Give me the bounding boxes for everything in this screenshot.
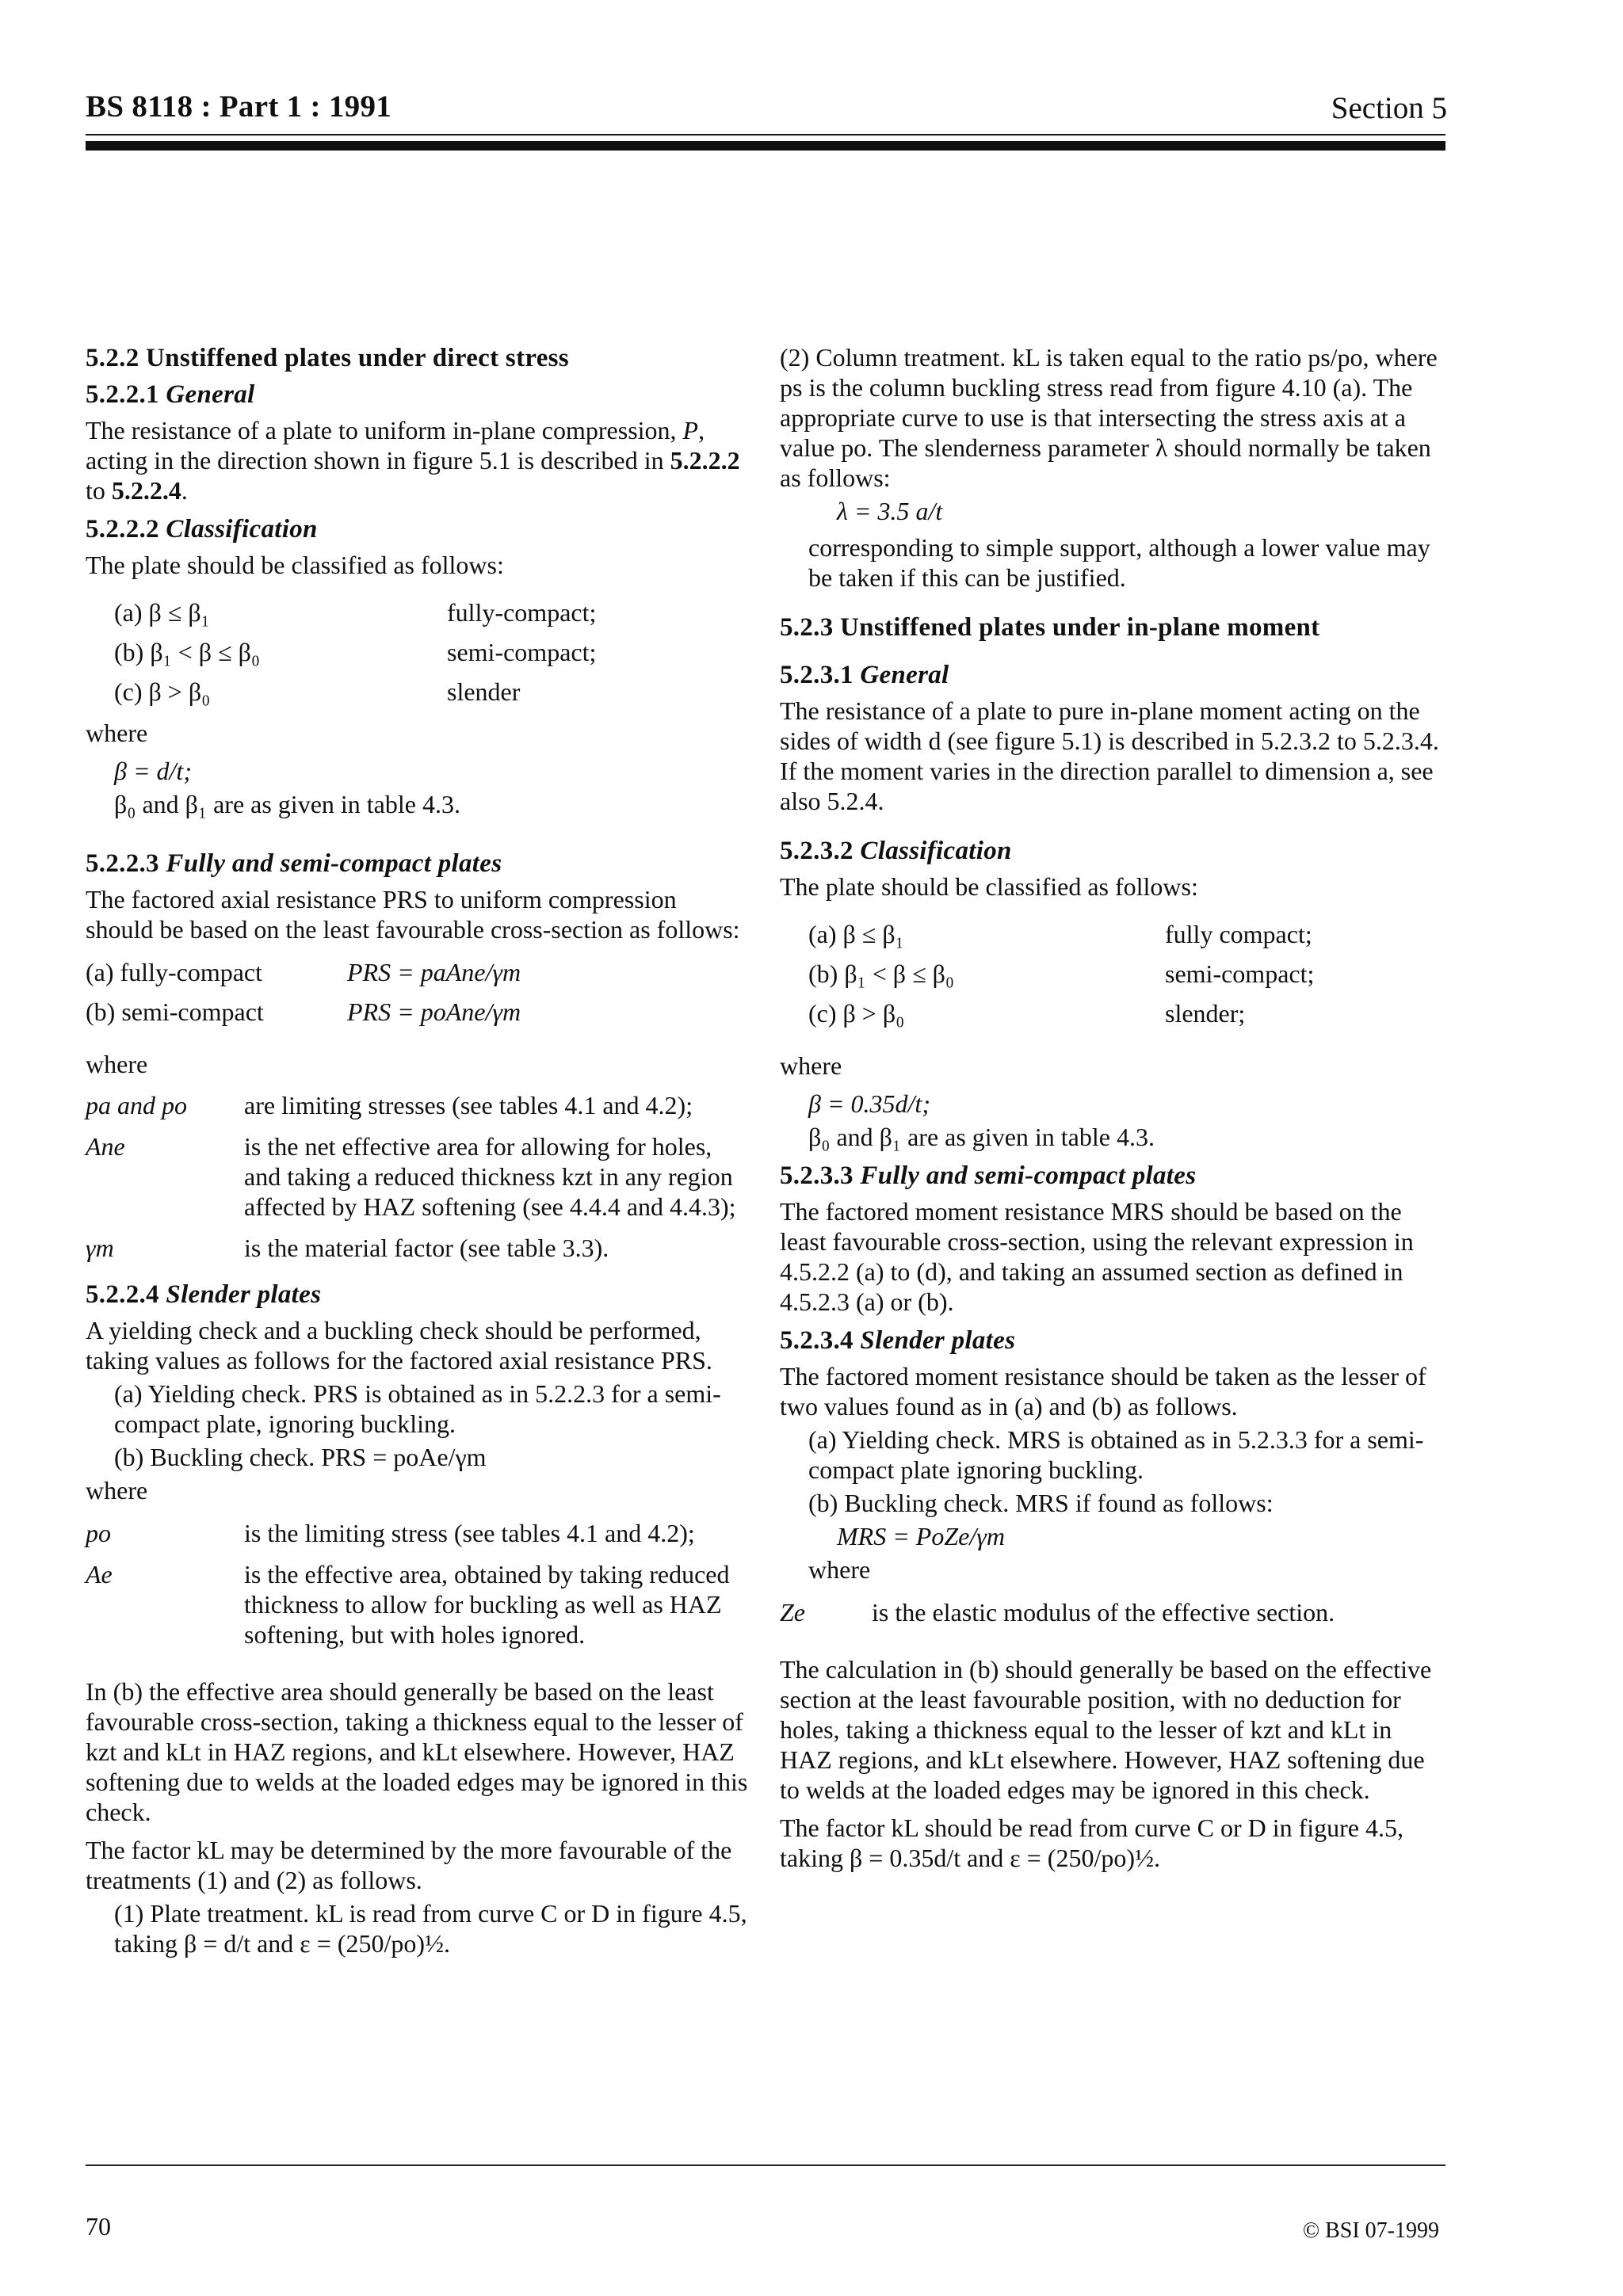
symbol-P: P <box>682 416 699 444</box>
table-row <box>86 992 521 1032</box>
paragraph-5-2-3-1: The resistance of a plate to pure in-plane moment acting on the sides of width d (see figure 5.1) is described in 5.2.3.2 to 5.2.3.4. If the moment varies in the direction parallel to dimension a, see also 5.2.4. <box>780 696 1439 815</box>
heading-number: 5.2.2.3 <box>86 849 159 878</box>
heading-5-2-2-4 <box>86 1279 748 1310</box>
class-label: slender <box>447 677 521 706</box>
section-label: Section 5 <box>1331 91 1447 125</box>
paragraph-factor-kl: The factor kL should be read from curve C or D in figure 4.5, taking β = 0.35d/t and ε = (250/po)½. <box>780 1814 1403 1872</box>
header-rule <box>86 141 1445 151</box>
class-label: fully-compact; <box>447 598 597 627</box>
table-row <box>86 1128 748 1230</box>
class-label: slender; <box>1165 999 1246 1028</box>
classification-table-right <box>780 914 1314 1033</box>
beta-given: β₀ and β₁ are as given in table 4.3. <box>808 1123 1155 1151</box>
case-label: (a) fully-compact <box>86 958 262 986</box>
standard-reference: BS 8118 : Part 1 : 1991 <box>86 90 392 124</box>
definition: is the net effective area for allowing for holes, and taking a reduced thickness kzt in any region affected by HAZ softening (see 4.4.4 and 4.4.3); <box>244 1132 736 1221</box>
table-row <box>780 994 1314 1033</box>
text: . <box>181 476 188 505</box>
paragraph-factor-kl: The factor kL may be determined by the more favourable of the treatments (1) and (2) as follows. <box>86 1836 732 1894</box>
condition: (c) β > β₀ <box>114 677 211 706</box>
paragraph-effective-area: In (b) the effective area should generally be based on the least favourable cross-section, taking a thickness equal to the lesser of kzt and kLt in HAZ regions, and kLt elsewhere. However, HAZ softening due to welds at the loaded edges may be ignored in this check. <box>86 1677 748 1826</box>
symbol: Ze <box>780 1598 805 1627</box>
heading-title: Classification <box>166 515 318 543</box>
symbol: pa and po <box>86 1091 187 1119</box>
text: to <box>86 476 112 505</box>
lambda-equation: λ = 3.5 a/t <box>837 497 943 525</box>
yielding-check: (a) Yielding check. PRS is obtained as in 5.2.2.3 for a semi-compact plate, ignoring buckling. <box>114 1379 721 1438</box>
paragraph-5-2-3-2: The plate should be classified as follows: <box>780 872 1198 901</box>
formula: PRS = paAne/γm <box>347 958 521 986</box>
table-row <box>86 952 521 992</box>
case-label: (b) semi-compact <box>86 997 264 1026</box>
definitions-table-2 <box>86 1515 748 1657</box>
paragraph-5-2-2-4: A yielding check and a buckling check should be performed, taking values as follows for the factored axial resistance PRS. <box>86 1316 712 1375</box>
symbol: γm <box>86 1234 114 1262</box>
heading-5-2-2-3 <box>86 848 748 879</box>
clause-ref: 5.2.2.4 <box>111 476 181 505</box>
heading-title: Classification <box>860 837 1012 865</box>
paragraph-5-2-2-1 <box>86 415 748 505</box>
text: , acting in the direction shown in figure 5.1 is described in <box>86 416 705 475</box>
definitions-table-1 <box>86 1087 748 1271</box>
heading-number: 5.2.2.4 <box>86 1280 159 1309</box>
heading-5-2-3-3 <box>780 1160 1445 1192</box>
heading-title: General <box>166 380 255 409</box>
condition: (a) β ≤ β₁ <box>114 598 210 627</box>
class-label: semi-compact; <box>1165 959 1315 988</box>
paragraph-5-2-2-2: The plate should be classified as follows: <box>86 551 504 579</box>
heading-5-2-3-2 <box>780 835 1445 867</box>
plate-treatment: (1) Plate treatment. kL is read from curve C or D in figure 4.5, taking β = d/t and ε = (250/po)½. <box>114 1899 747 1958</box>
text: The resistance of a plate to uniform in-plane compression, <box>86 416 683 444</box>
left-column <box>86 342 748 1966</box>
table-row <box>780 1594 1335 1635</box>
definitions-table-ze <box>780 1594 1335 1635</box>
condition: (a) β ≤ β₁ <box>808 920 904 948</box>
table-row <box>780 954 1314 994</box>
heading-number: 5.2.2.2 <box>86 515 159 543</box>
buckling-check: (b) Buckling check. PRS = poAe/γm <box>114 1443 487 1471</box>
heading-title: Fully and semi-compact plates <box>860 1161 1197 1190</box>
page-number: 70 <box>86 2212 111 2241</box>
buckling-check: (b) Buckling check. MRS if found as follows: <box>808 1489 1274 1517</box>
beta-given: β₀ and β₁ are as given in table 4.3. <box>114 790 460 818</box>
condition: (b) β₁ < β ≤ β₀ <box>114 638 261 666</box>
definition: is the material factor (see table 3.3). <box>244 1234 609 1262</box>
table-row <box>86 632 596 672</box>
condition: (c) β > β₀ <box>808 999 905 1028</box>
heading-5-2-2: 5.2.2 Unstiffened plates under direct stress <box>86 344 569 372</box>
table-row <box>86 593 596 632</box>
symbol: po <box>86 1519 111 1547</box>
simple-support-note: corresponding to simple support, although a lower value may be taken if this can be justified. <box>808 533 1430 592</box>
heading-number: 5.2.3.1 <box>780 661 854 689</box>
clause-ref: 5.2.2.2 <box>670 446 740 475</box>
heading-number: 5.2.3.4 <box>780 1326 854 1355</box>
table-row <box>86 1230 748 1271</box>
table-row <box>86 1087 748 1128</box>
column-treatment: (2) Column treatment. kL is taken equal to the ratio ps/po, where ps is the column buckling stress read from figure 4.10 (a). The appropriate curve to use is that intersecting the stress axis at a value po. The slenderness parameter λ should normally be taken as follows: <box>780 343 1438 492</box>
condition: (b) β₁ < β ≤ β₀ <box>808 959 955 988</box>
footer-rule <box>86 2164 1445 2166</box>
where-label: where <box>780 1051 842 1080</box>
header-rule-thin <box>86 134 1445 135</box>
where-label: where <box>808 1555 871 1584</box>
beta-definition: β = 0.35d/t; <box>808 1089 930 1118</box>
table-row <box>780 914 1314 954</box>
where-label: where <box>86 1050 148 1078</box>
heading-5-2-2-2 <box>86 513 748 545</box>
definition: are limiting stresses (see tables 4.1 and 4.2); <box>244 1091 693 1119</box>
heading-5-2-3: 5.2.3 Unstiffened plates under in-plane moment <box>780 613 1320 642</box>
where-label: where <box>86 719 148 747</box>
table-row <box>86 1556 748 1657</box>
heading-title: Slender plates <box>166 1280 322 1309</box>
heading-title: General <box>860 661 949 689</box>
table-row <box>86 1515 748 1556</box>
paragraph-calculation: The calculation in (b) should generally be based on the effective section at the least favourable position, with no deduction for holes, taking a thickness equal to the lesser of kzt and kLt in HAZ regions, and kLt elsewhere. However, HAZ softening due to welds at the loaded edges may be ignored in this check. <box>780 1655 1432 1804</box>
definition: is the effective area, obtained by taking reduced thickness to allow for buckling as well as HAZ softening, but with holes ignored. <box>244 1560 730 1649</box>
symbol: Ane <box>86 1132 125 1161</box>
paragraph-5-2-3-3: The factored moment resistance MRS should be based on the least favourable cross-section, using the relevant expression in 4.5.2.2 (a) to (d), and taking an assumed section as defined in 4.5.2.3 (a) or (b). <box>780 1197 1414 1316</box>
table-row <box>86 672 596 711</box>
heading-5-2-2-1 <box>86 379 748 410</box>
yielding-check: (a) Yielding check. MRS is obtained as in 5.2.3.3 for a semi-compact plate ignoring buckling. <box>808 1425 1424 1484</box>
heading-5-2-3-1 <box>780 659 1445 691</box>
heading-5-2-3-4 <box>780 1325 1445 1356</box>
definition: is the limiting stress (see tables 4.1 and 4.2); <box>244 1519 695 1547</box>
where-label: where <box>86 1476 148 1505</box>
resistance-table <box>86 952 521 1032</box>
right-column <box>780 342 1445 1881</box>
heading-number: 5.2.3.3 <box>780 1161 854 1190</box>
paragraph-5-2-2-3: The factored axial resistance PRS to uniform compression should be based on the least favourable cross-section as follows: <box>86 885 740 944</box>
copyright: © BSI 07-1999 <box>1302 2218 1439 2243</box>
symbol: Ae <box>86 1560 113 1589</box>
beta-definition: β = d/t; <box>114 757 192 785</box>
classification-table-left <box>86 593 596 711</box>
class-label: semi-compact; <box>447 638 597 666</box>
paragraph-5-2-3-4: The factored moment resistance should be taken as the lesser of two values found as in (a) and (b) as follows. <box>780 1362 1426 1421</box>
heading-number: 5.2.2.1 <box>86 380 159 409</box>
heading-number: 5.2.3.2 <box>780 837 854 865</box>
class-label: fully compact; <box>1165 920 1312 948</box>
formula: PRS = poAne/γm <box>347 997 521 1026</box>
heading-title: Slender plates <box>860 1326 1016 1355</box>
definition: is the elastic modulus of the effective section. <box>872 1598 1335 1627</box>
mrs-equation: MRS = PoZe/γm <box>837 1522 1005 1550</box>
heading-title: Fully and semi-compact plates <box>166 849 502 878</box>
